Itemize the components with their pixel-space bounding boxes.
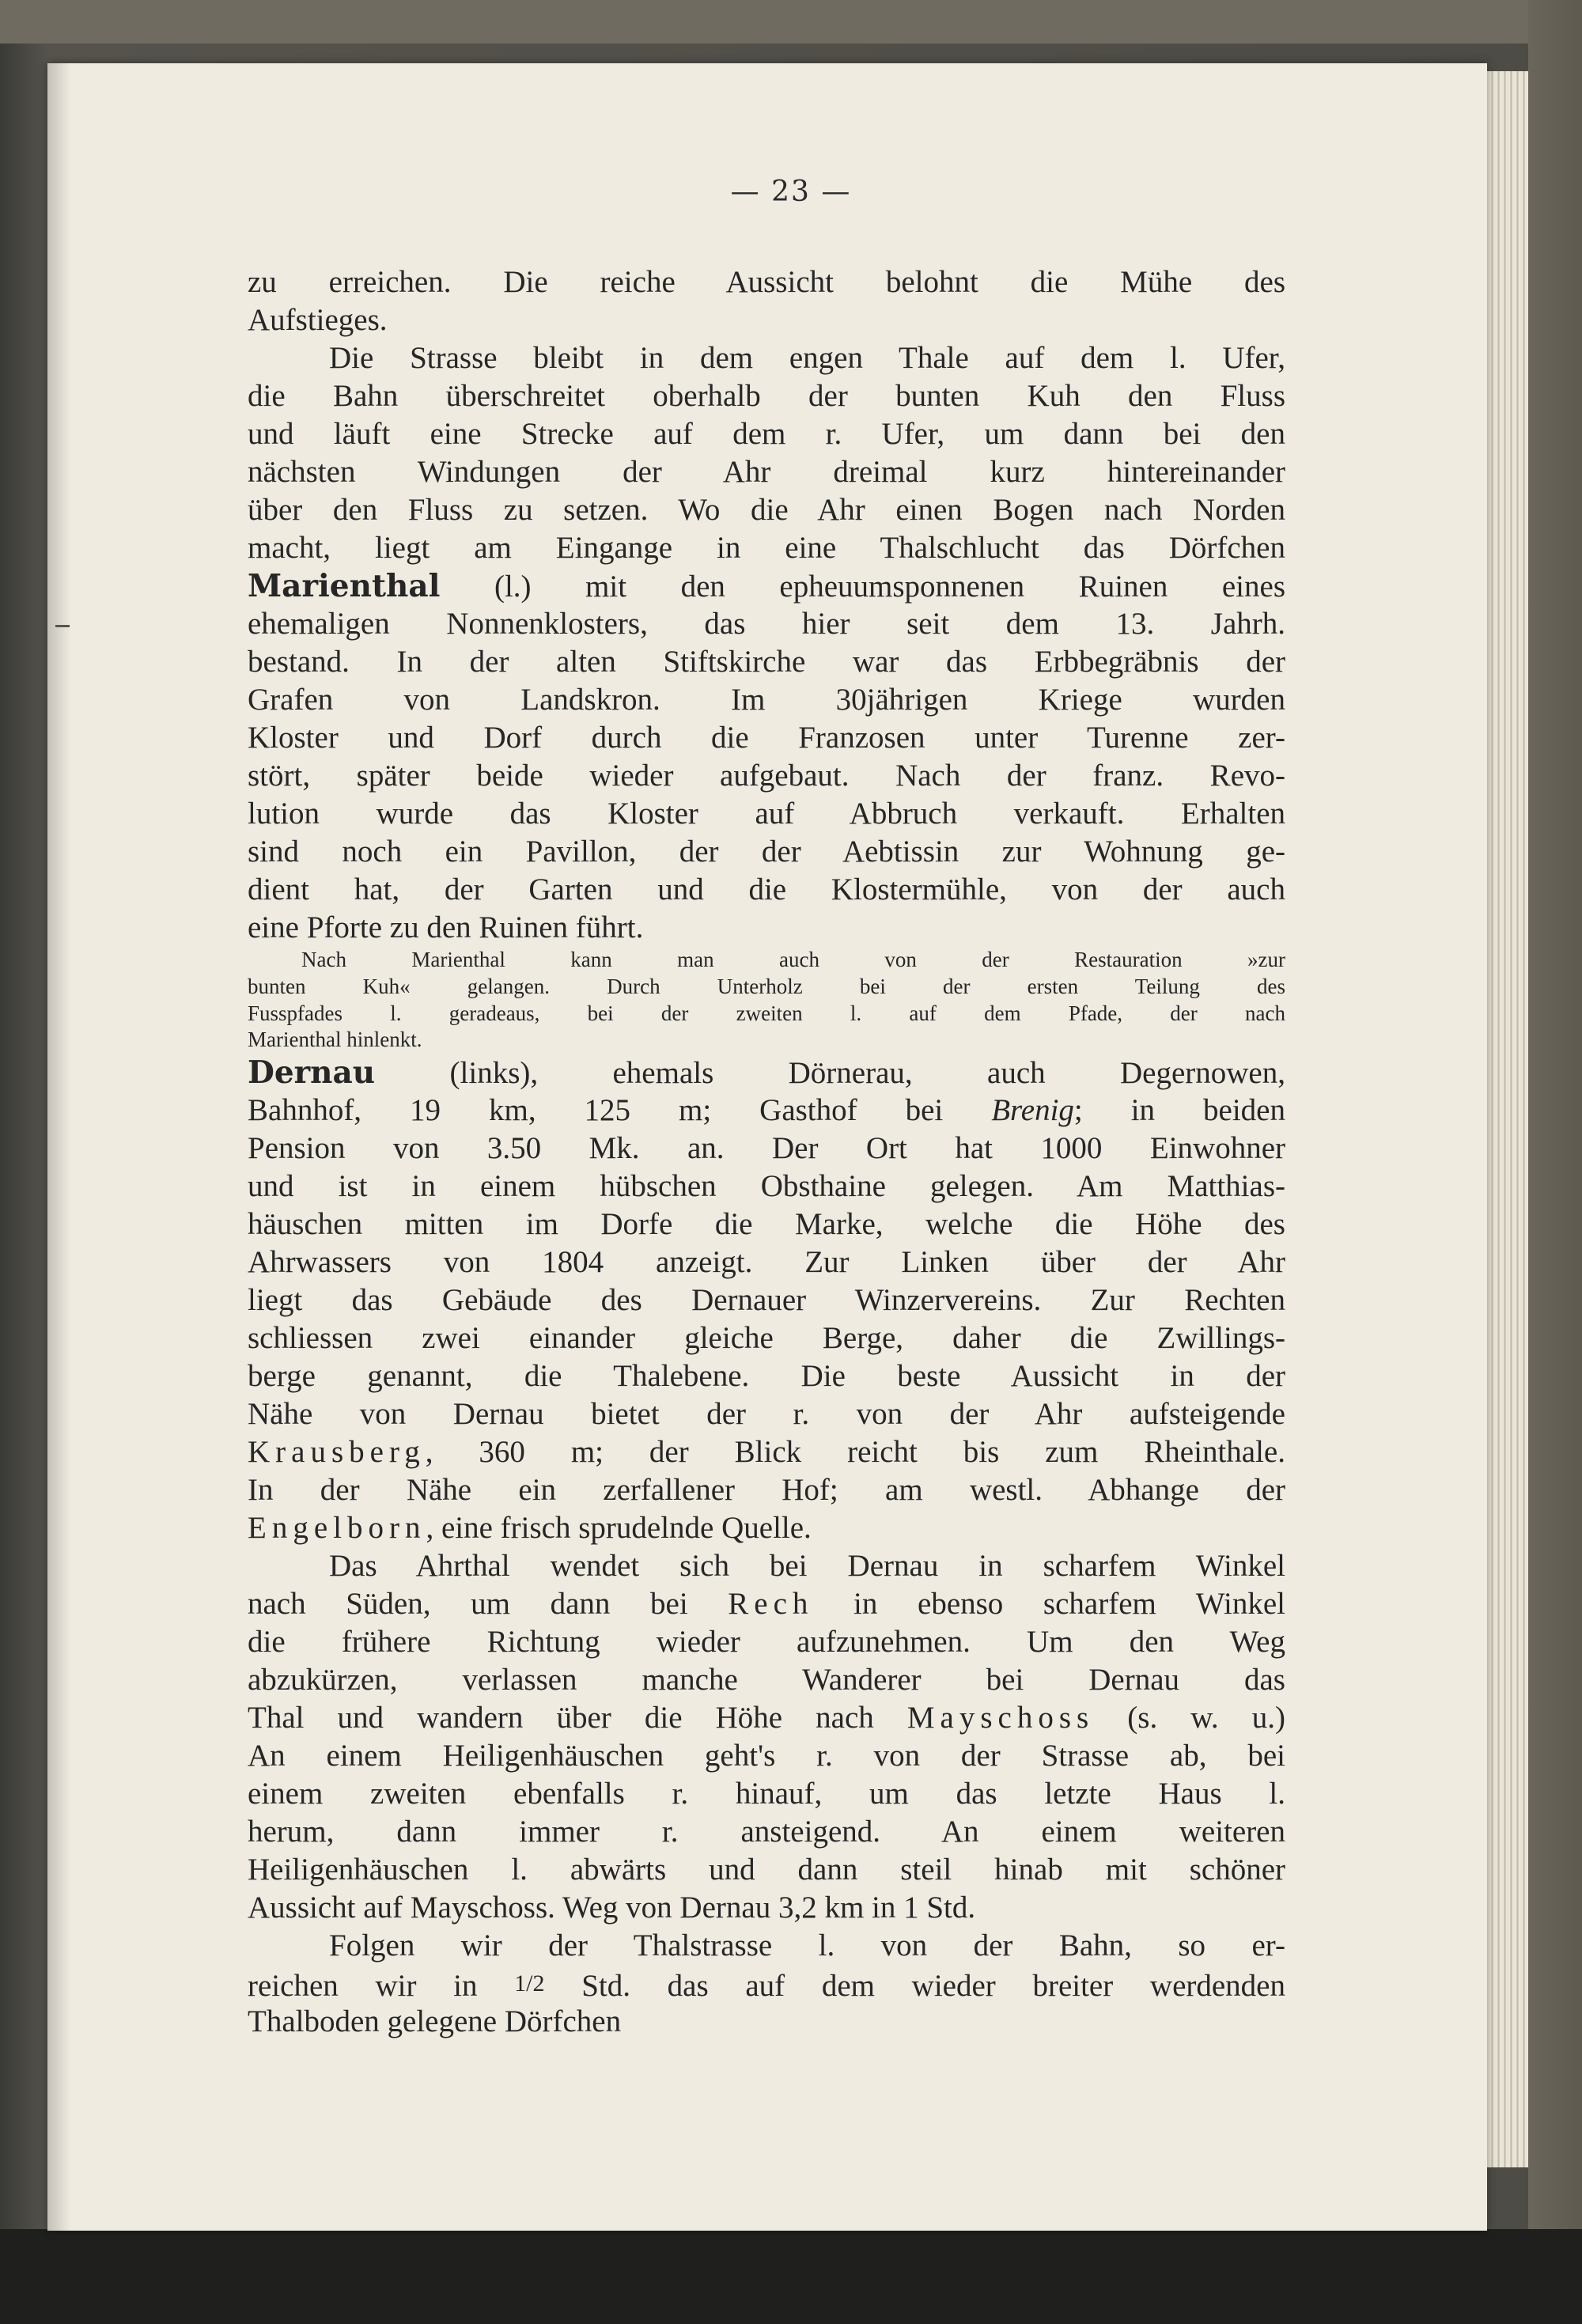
body-line: sind noch ein Pavillon, der der Aebtissin zur Wohnung ge- <box>248 835 1285 869</box>
fraction-half: 1/2 <box>514 1970 545 1997</box>
body-line: schliessen zwei einander gleiche Berge, daher die Zwillings- <box>248 1321 1285 1355</box>
binder-top-edge <box>0 0 1582 44</box>
spaced-name-mayschoss: Mayschoss <box>906 1701 1095 1735</box>
body-line: berge genannt, die Thalebene. Die beste Aussicht in der <box>248 1359 1285 1393</box>
body-line: Engelborn, eine frisch sprudelnde Quelle. <box>248 1511 812 1545</box>
body-line: In der Nähe ein zerfallener Hof; am westl. Abhange der <box>248 1473 1285 1507</box>
body-line: stört, später beide wieder aufgebaut. Nach der franz. Revo- <box>248 759 1285 793</box>
body-line: nach Süden, um dann bei Rech in ebenso scharfem Winkel <box>248 1587 1285 1621</box>
inn-name: Brenig <box>991 1093 1074 1127</box>
body-line: Die Strasse bleibt in dem engen Thale auf dem l. Ufer, <box>329 341 1285 375</box>
body-line: Krausberg, 360 m; der Blick reicht bis zum Rheinthale. <box>248 1435 1285 1469</box>
body-line: einem zweiten ebenfalls r. hinauf, um das letzte Haus l. <box>248 1777 1285 1811</box>
body-line: macht, liegt am Eingange in eine Thalschlucht das Dörfchen <box>248 531 1285 565</box>
body-line: Folgen wir der Thalstrasse l. von der Bahn, so er- <box>329 1928 1285 1963</box>
body-line: Ahrwassers von 1804 anzeigt. Zur Linken über der Ahr <box>248 1245 1285 1279</box>
body-line: häuschen mitten im Dorfe die Marke, welche die Höhe des <box>248 1207 1285 1241</box>
place-name-marienthal: Marienthal <box>248 568 441 604</box>
body-line: nächsten Windungen der Ahr dreimal kurz hintereinander <box>248 455 1285 489</box>
body-line: Grafen von Landskron. Im 30jährigen Kriege wurden <box>248 683 1285 717</box>
page-gutter-shadow <box>47 63 71 2231</box>
body-line: Pension von 3.50 Mk. an. Der Ort hat 1000 Einwohner <box>248 1131 1285 1165</box>
body-line: lution wurde das Kloster auf Abbruch verkauft. Erhalten <box>248 797 1285 831</box>
body-line: Nähe von Dernau bietet der r. von der Ahr aufsteigende <box>248 1397 1285 1431</box>
body-line: die Bahn überschreitet oberhalb der bunten Kuh den Fluss <box>248 379 1285 413</box>
binder-right-edge <box>1528 0 1582 2324</box>
body-line: Aufstieges. <box>248 303 388 337</box>
note-line: Nach Marienthal kann man auch von der Restauration »zur <box>301 948 1285 971</box>
body-line: zu erreichen. Die reiche Aussicht belohnt die Mühe des <box>248 265 1285 299</box>
body-line: die frühere Richtung wieder aufzunehmen. Um den Weg <box>248 1625 1285 1659</box>
body-line: über den Fluss zu setzen. Wo die Ahr einen Bogen nach Norden <box>248 493 1285 527</box>
body-line: liegt das Gebäude des Dernauer Winzervereins. Zur Rechten <box>248 1283 1285 1317</box>
body-line: Thal und wandern über die Höhe nach Mayschoss (s. w. u.) <box>248 1701 1285 1735</box>
spaced-name-krausberg: Krausberg <box>248 1435 426 1469</box>
body-line: Dernau (links), ehemals Dörnerau, auch Degernowen, <box>248 1054 1285 1091</box>
spaced-name-rech: Rech <box>728 1587 814 1621</box>
body-line: reichen wir in 1/2 Std. das auf dem wieder breiter werdenden <box>248 1965 1285 2003</box>
body-line: abzukürzen, verlassen manche Wanderer bei Dernau das <box>248 1663 1285 1697</box>
body-line: Bahnhof, 19 km, 125 m; Gasthof bei Brenig; in beiden <box>248 1093 1285 1127</box>
body-line: An einem Heiligenhäuschen geht's r. von der Strasse ab, bei <box>248 1739 1285 1773</box>
body-line: und ist in einem hübschen Obsthaine gelegen. Am Matthias- <box>248 1169 1285 1203</box>
place-name-dernau: Dernau <box>248 1054 376 1091</box>
note-line: bunten Kuh« gelangen. Durch Unterholz bei der ersten Teilung des <box>248 974 1285 998</box>
page-text <box>248 263 1285 2041</box>
body-line: herum, dann immer r. ansteigend. An einem weiteren <box>248 1815 1285 1849</box>
spaced-name-engelborn: Engelborn <box>248 1511 426 1545</box>
body-line: Marienthal (l.) mit den epheuumsponnenen Ruinen eines <box>248 568 1285 604</box>
margin-mark <box>55 625 70 627</box>
body-line: eine Pforte zu den Ruinen führt. <box>248 910 644 944</box>
body-line: Thalboden gelegene Dörfchen <box>248 2004 622 2038</box>
body-line: Das Ahrthal wendet sich bei Dernau in scharfem Winkel <box>329 1549 1285 1583</box>
note-line: Marienthal hinlenkt. <box>248 1028 422 1052</box>
note-line: Fusspfades l. geradeaus, bei der zweiten l. auf dem Pfade, der nach <box>248 1001 1285 1025</box>
body-line: Aussicht auf Mayschoss. Weg von Dernau 3,2 km in 1 Std. <box>248 1891 976 1925</box>
body-line: ehemaligen Nonnenklosters, das hier seit dem 13. Jahrh. <box>248 607 1285 641</box>
body-line: Kloster und Dorf durch die Franzosen unter Turenne zer- <box>248 721 1285 755</box>
binder-bottom-edge <box>0 2229 1582 2324</box>
body-line: und läuft eine Strecke auf dem r. Ufer, um dann bei den <box>248 417 1285 451</box>
body-line: Heiligenhäuschen l. abwärts und dann steil hinab mit schöner <box>248 1853 1285 1887</box>
body-line: bestand. In der alten Stiftskirche war das Erbbegräbnis der <box>248 645 1285 679</box>
page-number: — 23 — <box>730 176 852 208</box>
body-line: dient hat, der Garten und die Klostermühle, von der auch <box>248 872 1285 907</box>
